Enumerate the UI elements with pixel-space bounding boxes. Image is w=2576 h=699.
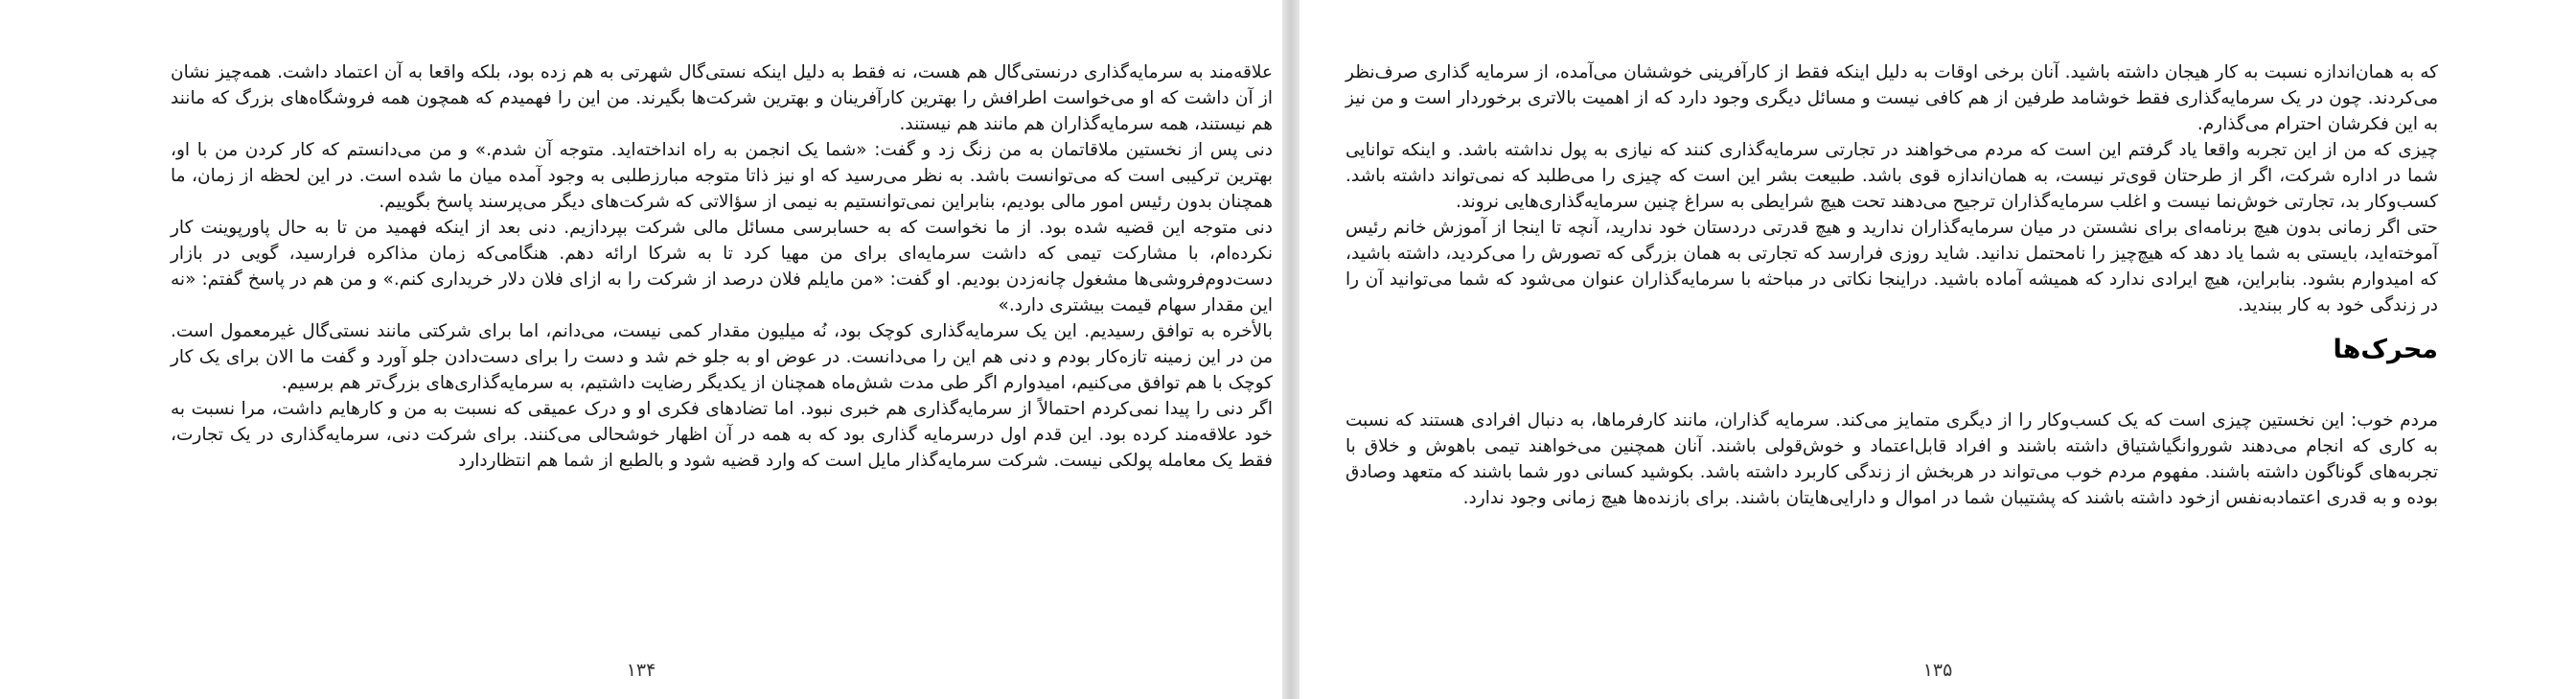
paragraph: بالأخره به توافق رسیدیم. این یک سرمایه‌گذاری کوچک بود، نُه میلیون مقدار کمی نیست، می‌دانم، اما برای شرکتی مانند نستی‌گال غیرمعمول است. من در این زمینه تازه‌کار بودم و دنی هم این را می‌دانست. در عوض او به جلو خم شد و دست را برای دست‌دادن جلو آورد و گفت ما الان برای یک کار کوچک با هم توافق می‌کنیم، امیدوارم اگر طی مدت شش‌ماه همچنان از یکدیگر رضایت داشتیم، به سرمایه‌گذاری‌های بزرگ‌تر هم برسیم. [171,321,1273,393]
paragraph: علاقه‌مند به سرمایه‌گذاری درنستی‌گال هم هست، نه فقط به دلیل اینکه نستی‌گال شهرتی به هم زده بود، بلکه واقعا به آن اعتماد داشت. همه‌چیز نشان از آن داشت که او می‌خواست اطرافش را بهترین کارآفرینان و بهترین شرکت‌ها بگیرند. من این را فهمیدم که همچون همه فروشگاه‌های بزرگ که مانند هم نیستند، همه سرمایه‌گذاران هم مانند هم نیستند. [171,62,1273,134]
page-number: ۱۳۴ [626,660,656,681]
left-page-text [171,59,1273,474]
paragraph: مردم خوب: این نخستین چیزی است که یک کسب‌وکار را از دیگری متمایز می‌کند. سرمایه گذاران، مانند کارفرماها، به دنبال افرادی هستند که نسبت به کاری که انجام می‌دهند شوروانگیاشتیاق داشته باشند و افراد قابل‌اعتماد و خوش‌قولی باشند. آنان همچنین می‌خواهند تیمی باهوش و خلاق با تجربه‌های گوناگون داشته باشند. مفهوم مردم خوب می‌تواند در هربخش از زندگی کاربرد داشته باشد. بکوشید کسانی دور شما باشند که متعهد وصادق بوده و به قدری اعتمادبه‌نفس ازخود داشته باشند که پشتیبان شما در اموال و دارایی‌هایتان باشند. برای بازنده‌ها هیچ زمانی وجود ندارد. [1346,410,2438,508]
paragraph: دنی پس از نخستین ملاقاتمان به من زنگ زد و گفت: «شما یک انجمن به راه انداخته‌اید. متوجه آن شدم.» و من می‌دانستم که کار کردن من با او، بهترین ترکیبی است که می‌توانست باشد. به نظر می‌رسید که او نیز ذاتا متوجه مبارزطلبی به وجود آمده میان ما شده است. در این لحظه از زمان، ما همچنان بدون رئیس امور مالی بودیم، بنابراین نمی‌توانستیم به نیمی از سؤالاتی که شرکت‌های دیگر می‌پرسند پاسخ بگوییم. [171,140,1273,212]
paragraph: که به همان‌اندازه نسبت به کار هیجان داشته باشید. آنان برخی اوقات به دلیل اینکه فقط از کارآفرینی خوششان می‌آمده، از سرمایه گذاری صرف‌نظر می‌کردند. چون در یک سرمایه‌گذاری فقط خوشامد طرفین از هم کافی نیست و مسائل دیگری وجود دارد که از اهمیت بالاتری برخوردار است و من نیز به این فکرشان احترام می‌گذارم. [1346,62,2438,134]
section-heading: محرک‌ها [2333,335,2438,364]
left-page [0,0,1282,699]
paragraph: چیزی که من از این تجربه واقعا یاد گرفتم این است که مردم می‌خواهند در تجارتی سرمایه‌گذاری کنند که نیازی به پول نداشته باشد. و اینکه توانایی شما در اداره شرکت، اگر از طرحتان قوی‌تر نیست، به همان‌اندازه قوی باشد. طبیعت بشر این است که چیزی را می‌طلبد که نمی‌تواند داشته باشد. کسب‌وکار بد، تجارتی خوش‌نما نیست و اغلب سرمایه‌گذاران ترجیح می‌دهند تحت هیچ شرایطی به سراغ چنین سرمایه‌گذاری‌هایی نروند. [1346,140,2438,212]
paragraph: حتی اگر زمانی بدون هیچ برنامه‌ای برای نشستن در میان سرمایه‌گذاران ندارید و هیچ قدرتی دردستان خود ندارید، آنچه تا اینجا از آموزش خانم رئیس آموخته‌اید، بایستی به شما یاد دهد که هیچ‌چیز را نامحتمل ندانید. شاید روزی فرارسد که تجارتی به همان بزرگی که تصورش را می‌کردید، داشته باشید، که امیدوارم بشود. بنابراین، هیچ ایرادی ندارد که همیشه آماده باشید. دراینجا نکاتی در مباحثه با سرمایه‌گذاران عنوان می‌شود که شما می‌توانید آن را در زندگی خود به کار ببندید. [1346,218,2438,315]
right-page [1300,0,2576,699]
paragraph: دنی متوجه این قضیه شده بود. از ما نخواست که به حسابرسی مسائل مالی شرکت بپردازیم. دنی بعد از اینکه فهمید من تا به حال پاورپوینت کار نکرده‌ام، با مشارکت تیمی که داشت سرمایه‌ای برای من مهیا کرد تا به شرکا ارائه دهم. هنگامی‌که زمان مذاکره فرارسید، گویی در بازار دست‌دوم‌فروشی‌ها مشغول چانه‌زدن بودیم. او گفت: «من مایلم فلان درصد از شرکت را به ازای فلان دلار خریداری کنم.» و من هم در پاسخ گفتم: «نه این مقدار سهام قیمت بیشتری دارد.» [171,218,1273,315]
page-number: ۱۳۵ [1922,660,1953,681]
right-page-text [1346,59,2438,511]
paragraph: اگر دنی را پیدا نمی‌کردم احتمالاً از سرمایه‌گذاری هم خبری نبود. اما تضادهای فکری او و درک عمیقی که نسبت به من و کارهایم داشت، مرا نسبت به خود علاقه‌مند کرده بود. این قدم اول درسرمایه گذاری بود که به همه در آن اظهار خوشحالی می‌کنند. برای شرکت دنی، سرمایه‌گذاری در یک تجارت، فقط یک معامله پولکی نیست. شرکت سرمایه‌گذار مایل است که وارد قضیه شود و بالطبع از شما هم انتظاردارد [171,399,1273,471]
book-gutter [1282,0,1300,699]
